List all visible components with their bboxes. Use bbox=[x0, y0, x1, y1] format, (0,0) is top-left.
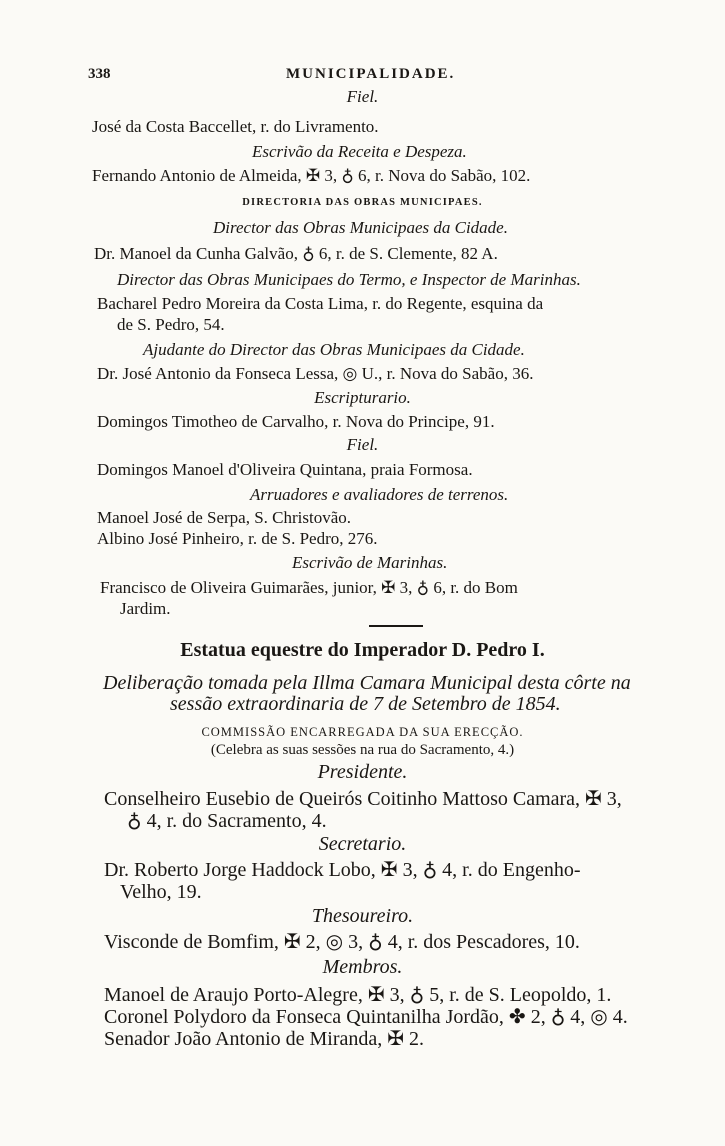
section-commissao: COMMISSÃO ENCARREGADA DA SUA ERECÇÃO. bbox=[201, 725, 524, 739]
entry-line: Francisco de Oliveira Guimarães, junior, ✠ 3, ♁ 6, r. do Bom bbox=[100, 578, 518, 597]
heading-escrivao-receita: Escrivão da Receita e Despeza. bbox=[252, 142, 467, 161]
heading-fiel: Fiel. bbox=[346, 87, 379, 106]
heading-director-termo: Director das Obras Municipaes do Termo, e Inspector de Marinhas. bbox=[117, 270, 581, 289]
entry-line: Fernando Antonio de Almeida, ✠ 3, ♁ 6, r. Nova do Sabão, 102. bbox=[92, 166, 531, 185]
entry-line: Manoel José de Serpa, S. Christovão. bbox=[97, 508, 352, 527]
entry-line: de S. Pedro, 54. bbox=[117, 315, 225, 334]
entry-line: José da Costa Baccellet, r. do Livramento. bbox=[92, 117, 379, 136]
heading-secretario: Secretario. bbox=[318, 833, 407, 855]
page-number: 338 bbox=[88, 66, 111, 82]
heading-thesoureiro: Thesoureiro. bbox=[311, 905, 414, 927]
entry-line: Domingos Timotheo de Carvalho, r. Nova do Principe, 91. bbox=[97, 412, 495, 431]
running-title: MUNICIPALIDADE. bbox=[286, 66, 456, 82]
entry-line: Visconde de Bomfim, ✠ 2, ◎ 3, ♁ 4, r. dos Pescadores, 10. bbox=[104, 931, 580, 953]
entry-line: Dr. Manoel da Cunha Galvão, ♁ 6, r. de S. Clemente, 82 A. bbox=[94, 244, 498, 263]
entry-line: Albino José Pinheiro, r. de S. Pedro, 276. bbox=[97, 529, 378, 548]
deliberacao-line: Deliberação tomada pela Illma Camara Municipal desta côrte na bbox=[103, 672, 631, 694]
section-directoria: DIRECTORIA DAS OBRAS MUNICIPAES. bbox=[242, 197, 483, 208]
heading-escripturario: Escripturario. bbox=[314, 388, 411, 407]
entry-line: Manoel de Araujo Porto-Alegre, ✠ 3, ♁ 5, r. de S. Leopoldo, 1. bbox=[104, 984, 612, 1006]
heading-membros: Membros. bbox=[322, 956, 403, 978]
section-title-estatua: Estatua equestre do Imperador D. Pedro I. bbox=[180, 639, 545, 661]
entry-line: Dr. José Antonio da Fonseca Lessa, ◎ U., r. Nova do Sabão, 36. bbox=[97, 364, 534, 383]
heading-director-cidade: Director das Obras Municipaes da Cidade. bbox=[213, 218, 508, 237]
entry-line: ♁ 4, r. do Sacramento, 4. bbox=[127, 810, 327, 832]
entry-line: Velho, 19. bbox=[120, 881, 202, 903]
heading-presidente: Presidente. bbox=[317, 761, 408, 783]
heading-escrivao-marinhas: Escrivão de Marinhas. bbox=[292, 553, 448, 572]
entry-line: Domingos Manoel d'Oliveira Quintana, praia Formosa. bbox=[97, 460, 473, 479]
heading-arruadores: Arruadores e avaliadores de terrenos. bbox=[250, 485, 509, 504]
section-divider bbox=[369, 625, 423, 627]
entry-line: Jardim. bbox=[120, 599, 171, 618]
sessoes-note: (Celebra as suas sessões na rua do Sacramento, 4.) bbox=[210, 742, 515, 758]
deliberacao-line: sessão extraordinaria de 7 de Setembro de 1854. bbox=[170, 693, 561, 715]
entry-line: Dr. Roberto Jorge Haddock Lobo, ✠ 3, ♁ 4, r. do Engenho- bbox=[104, 859, 581, 881]
heading-ajudante: Ajudante do Director das Obras Municipaes da Cidade. bbox=[143, 340, 525, 359]
entry-line: Senador João Antonio de Miranda, ✠ 2. bbox=[104, 1028, 425, 1050]
entry-line: Conselheiro Eusebio de Queirós Coitinho Mattoso Camara, ✠ 3, bbox=[104, 788, 622, 810]
entry-line: Coronel Polydoro da Fonseca Quintanilha Jordão, ✤ 2, ♁ 4, ◎ 4. bbox=[104, 1006, 628, 1028]
entry-line: Bacharel Pedro Moreira da Costa Lima, r. do Regente, esquina da bbox=[97, 294, 544, 313]
heading-fiel-2: Fiel. bbox=[346, 435, 379, 454]
